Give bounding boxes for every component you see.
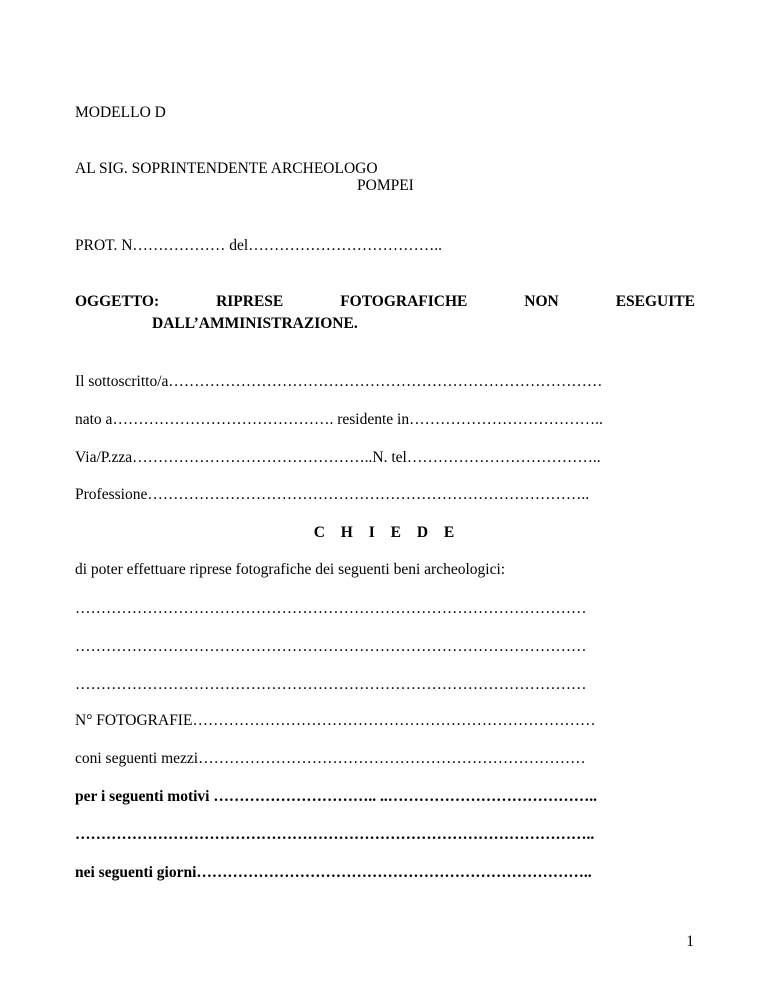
subject-label: OGGETTO: xyxy=(75,293,160,310)
request-intro: di poter effettuare riprese fotografiche dei seguenti beni archeologici: xyxy=(75,561,506,578)
field-giorni: nei seguenti giorni………………………………………………………………….. xyxy=(75,864,592,881)
subject-word-fotografiche: FOTOGRAFICHE xyxy=(340,293,468,310)
recipient-title: AL SIG. SOPRINTENDENTE ARCHEOLOGO xyxy=(75,160,378,177)
field-mezzi: coni seguenti mezzi………………………………………………………………… xyxy=(75,750,586,767)
field-via-tel: Via/P.zza………………………………………..N. tel……………………………….. xyxy=(75,449,601,466)
field-professione: Professione………………………………………………………………………….. xyxy=(75,486,590,503)
subject-word-eseguite: ESEGUITE xyxy=(615,293,695,310)
beni-dots-line-2: ……………………………………………………………………………………… xyxy=(75,638,587,655)
beni-dots-line-3: ……………………………………………………………………………………… xyxy=(75,676,587,693)
form-model-label: MODELLO D xyxy=(75,104,166,121)
subject-word-riprese: RIPRESE xyxy=(216,293,284,310)
field-nato-residente: nato a……………………………………. residente in……………………………….. xyxy=(75,411,603,428)
field-n-fotografie: N° FOTOGRAFIE…………………………………………………………………… xyxy=(75,712,596,729)
chiede-heading: C H I E D E xyxy=(313,524,461,541)
protocol-line: PROT. N……………… del……………………………….. xyxy=(75,237,442,254)
subject-word-non: NON xyxy=(524,293,559,310)
page-number: 1 xyxy=(686,933,694,950)
field-sottoscritto: Il sottoscritto/a………………………………………………………………………… xyxy=(75,373,603,390)
subject-heading xyxy=(75,293,695,311)
field-motivi: per i seguenti motivi ………………………….. ..………………………………….. xyxy=(75,788,597,805)
beni-dots-line-1: ……………………………………………………………………………………… xyxy=(75,600,587,617)
subject-continuation: DALL’AMMINISTRAZIONE. xyxy=(152,315,358,332)
recipient-location: POMPEI xyxy=(357,177,414,194)
field-motivi-continuation: ……………………………………………………………………………………….. xyxy=(75,826,595,843)
